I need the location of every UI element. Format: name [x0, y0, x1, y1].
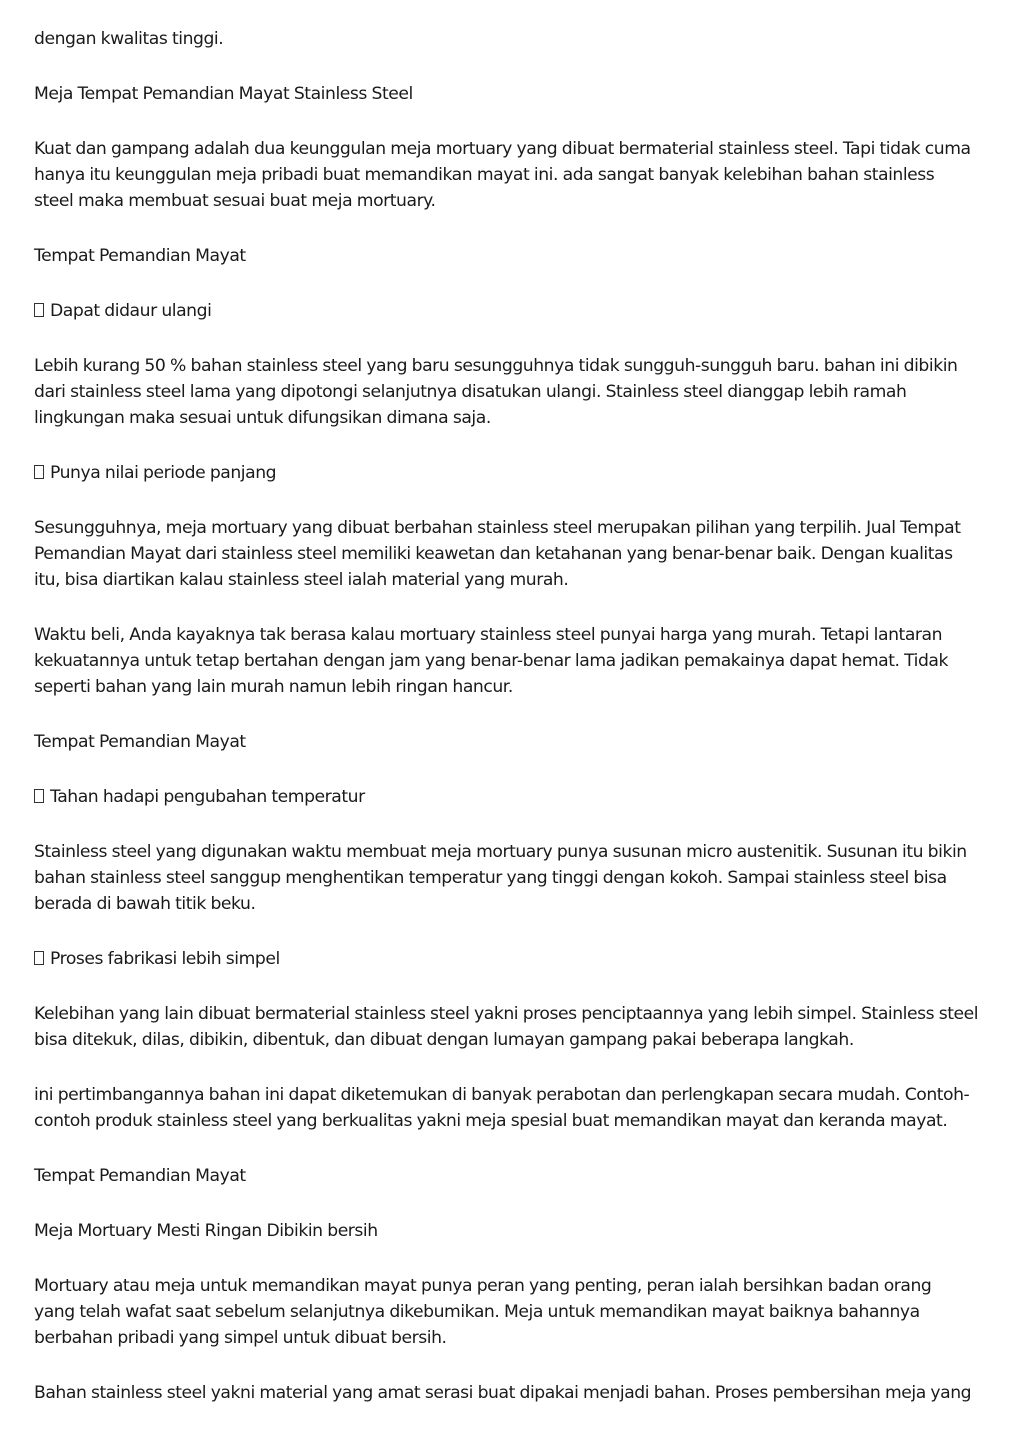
bullet-item — [34, 946, 990, 972]
missing-glyph-bullet-icon — [34, 303, 44, 317]
paragraph — [34, 353, 990, 431]
text-line: Tempat Pemandian Mayat — [34, 246, 246, 266]
text-line: ini pertimbangannya bahan ini dapat diketemukan di banyak perabotan dan perlengkapan secara mudah. Contoh- — [34, 1085, 970, 1105]
text-line: Tempat Pemandian Mayat — [34, 1166, 246, 1186]
text-line: steel maka membuat sesuai buat meja mortuary. — [34, 191, 436, 211]
text-line: berbahan pribadi yang simpel untuk dibuat bersih. — [34, 1328, 447, 1348]
text-line: contoh produk stainless steel yang berkualitas yakni meja spesial buat memandikan mayat dan keranda mayat. — [34, 1111, 948, 1131]
heading-line — [34, 1218, 990, 1244]
text-line — [34, 298, 990, 324]
paragraph — [34, 839, 990, 917]
text-line: Meja Mortuary Mesti Ringan Dibikin bersih — [34, 1221, 378, 1241]
heading-line — [34, 1163, 990, 1189]
paragraph — [34, 622, 990, 700]
text-line — [34, 784, 990, 810]
heading-line — [34, 1380, 990, 1406]
text-line: bisa ditekuk, dilas, dibikin, dibentuk, dan dibuat dengan lumayan gampang pakai beberapa langkah. — [34, 1030, 854, 1050]
missing-glyph-bullet-icon — [34, 465, 44, 479]
bullet-label: Dapat didaur ulangi — [50, 301, 212, 321]
heading-line — [34, 243, 990, 269]
paragraph — [34, 136, 990, 214]
paragraph — [34, 1001, 990, 1053]
heading-line — [34, 81, 990, 107]
text-line: berada di bawah titik beku. — [34, 894, 256, 914]
text-line: dengan kwalitas tinggi. — [34, 29, 224, 49]
text-line — [34, 460, 990, 486]
paragraph — [34, 1273, 990, 1351]
text-line — [34, 946, 990, 972]
missing-glyph-bullet-icon — [34, 789, 44, 803]
text-line: Sesungguhnya, meja mortuary yang dibuat berbahan stainless steel merupakan pilihan yang terpilih. Jual Tempat — [34, 518, 961, 538]
text-line: lingkungan maka sesuai untuk difungsikan dimana saja. — [34, 408, 491, 428]
text-line: kekuatannya untuk tetap bertahan dengan jam yang benar-benar lama jadikan pemakainya dapat hemat. Tidak — [34, 651, 949, 671]
text-line: hanya itu keunggulan meja pribadi buat memandikan mayat ini. ada sangat banyak kelebihan bahan stainless — [34, 165, 935, 185]
bullet-item — [34, 784, 990, 810]
text-line: Bahan stainless steel yakni material yang amat serasi buat dipakai menjadi bahan. Proses pembersihan meja yang — [34, 1383, 972, 1403]
bullet-item — [34, 298, 990, 324]
text-line: Kuat dan gampang adalah dua keunggulan meja mortuary yang dibuat bermaterial stainless steel. Tapi tidak cuma — [34, 139, 971, 159]
heading-line — [34, 26, 990, 52]
bullet-label: Proses fabrikasi lebih simpel — [50, 949, 280, 969]
text-line: Stainless steel yang digunakan waktu membuat meja mortuary punya susunan micro austenitik. Susunan itu bikin — [34, 842, 967, 862]
bullet-label: Punya nilai periode panjang — [50, 463, 277, 483]
paragraph — [34, 1082, 990, 1134]
heading-line — [34, 729, 990, 755]
text-line: seperti bahan yang lain murah namun lebih ringan hancur. — [34, 677, 513, 697]
text-line: yang telah wafat saat sebelum selanjutnya dikebumikan. Meja untuk memandikan mayat baiknya bahannya — [34, 1302, 920, 1322]
text-line: itu, bisa diartikan kalau stainless steel ialah material yang murah. — [34, 570, 569, 590]
text-line: Waktu beli, Anda kayaknya tak berasa kalau mortuary stainless steel punyai harga yang murah. Tetapi lantaran — [34, 625, 943, 645]
text-line: Lebih kurang 50 % bahan stainless steel yang baru sesungguhnya tidak sungguh-sungguh baru. bahan ini dibikin — [34, 356, 958, 376]
text-line: Kelebihan yang lain dibuat bermaterial stainless steel yakni proses penciptaannya yang lebih simpel. Stainless steel — [34, 1004, 979, 1024]
text-line: dari stainless steel lama yang dipotongi selanjutnya disatukan ulangi. Stainless steel dianggap lebih ramah — [34, 382, 907, 402]
missing-glyph-bullet-icon — [34, 951, 44, 965]
bullet-label: Tahan hadapi pengubahan temperatur — [50, 787, 365, 807]
text-line: Pemandian Mayat dari stainless steel memiliki keawetan dan ketahanan yang benar-benar baik. Dengan kualitas — [34, 544, 953, 564]
bullet-item — [34, 460, 990, 486]
text-line: bahan stainless steel sanggup menghentikan temperatur yang tinggi dengan kokoh. Sampai stainless steel bisa — [34, 868, 947, 888]
paragraph — [34, 515, 990, 593]
text-line: Tempat Pemandian Mayat — [34, 732, 246, 752]
text-line: Meja Tempat Pemandian Mayat Stainless Steel — [34, 84, 413, 104]
text-line: Mortuary atau meja untuk memandikan mayat punya peran yang penting, peran ialah bersihkan badan orang — [34, 1276, 932, 1296]
